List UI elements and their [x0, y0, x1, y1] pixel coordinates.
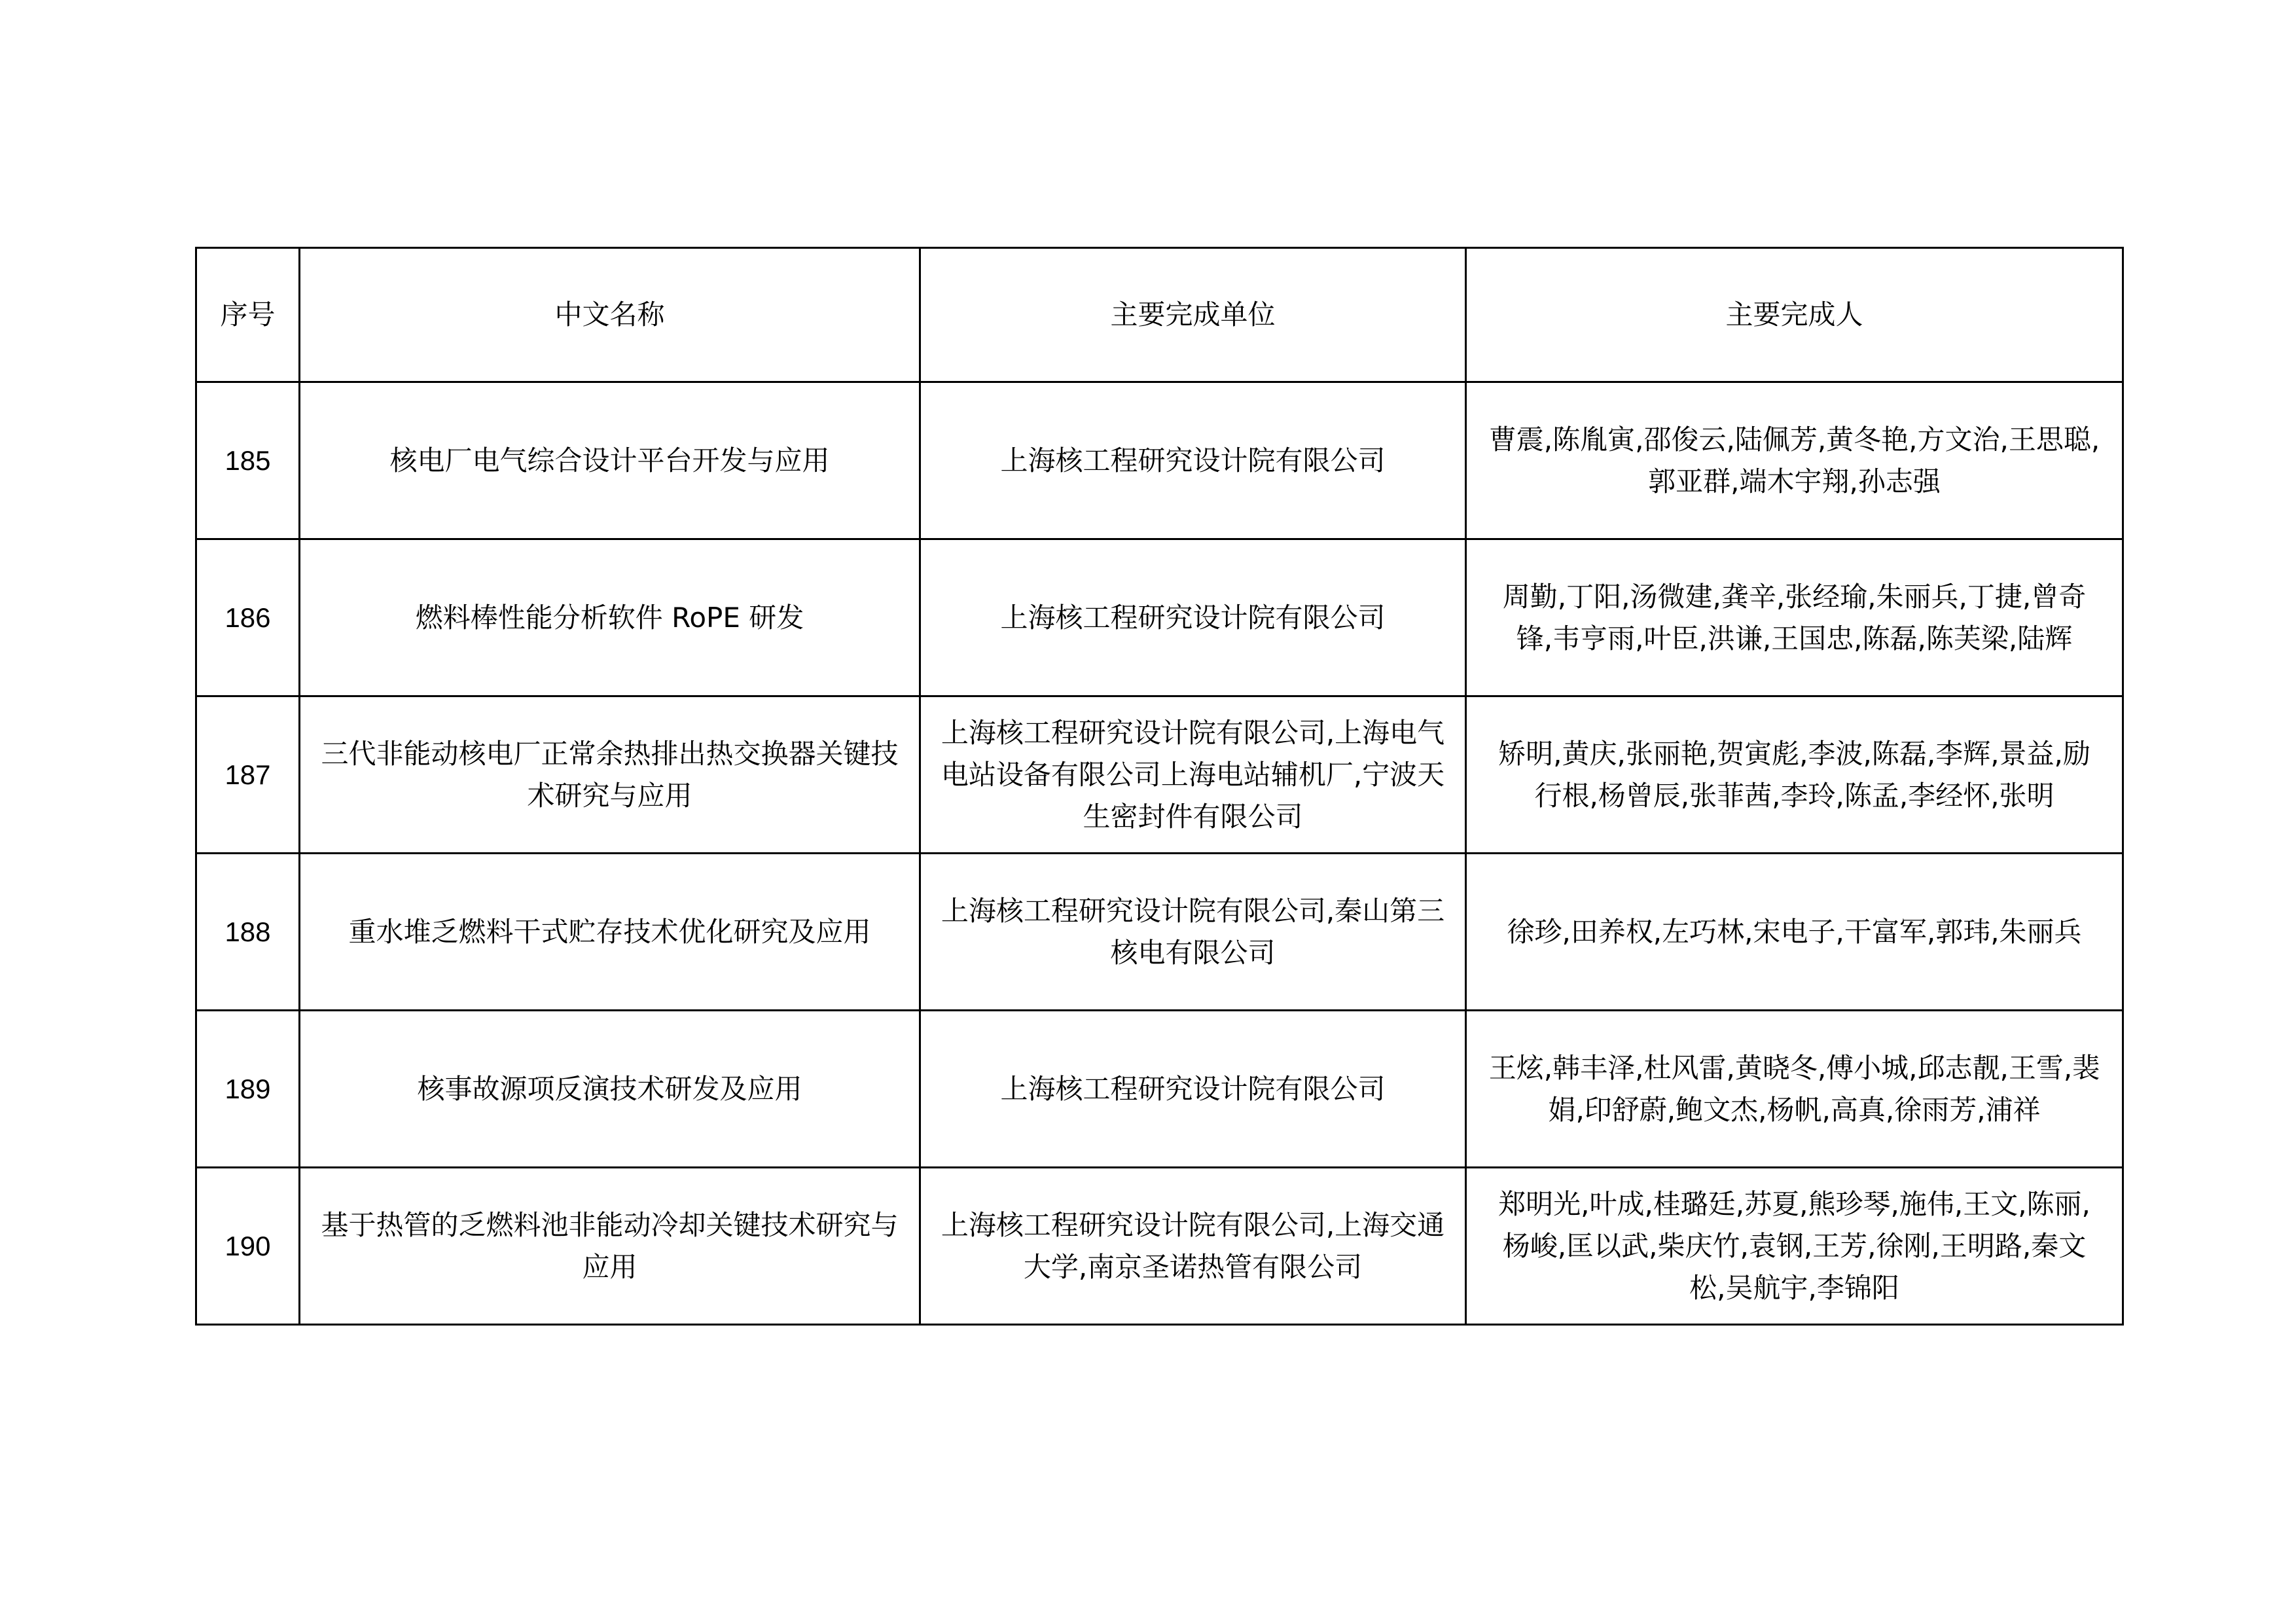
cell-main-unit: 上海核工程研究设计院有限公司 — [920, 1011, 1466, 1168]
cell-serial-number: 188 — [196, 854, 300, 1011]
cell-main-people: 矫明,黄庆,张丽艳,贺寅彪,李波,陈磊,李辉,景益,励行根,杨曾辰,张菲茜,李玲,陈孟,李经怀,张明 — [1466, 696, 2123, 854]
header-chinese-name: 中文名称 — [300, 248, 920, 382]
cell-serial-number: 185 — [196, 382, 300, 539]
cell-main-people: 郑明光,叶成,桂璐廷,苏夏,熊珍琴,施伟,王文,陈丽,杨峻,匡以武,柴庆竹,袁钢,王芳,徐刚,王明路,秦文松,吴航宇,李锦阳 — [1466, 1168, 2123, 1325]
cell-main-people: 曹震,陈胤寅,邵俊云,陆佩芳,黄冬艳,方文治,王思聪,郭亚群,端木宇翔,孙志强 — [1466, 382, 2123, 539]
cell-project-name: 核事故源项反演技术研发及应用 — [300, 1011, 920, 1168]
cell-project-name: 核电厂电气综合设计平台开发与应用 — [300, 382, 920, 539]
cell-main-people: 王炫,韩丰泽,杜风雷,黄晓冬,傅小城,邱志靓,王雪,裴娟,印舒蔚,鲍文杰,杨帆,高真,徐雨芳,浦祥 — [1466, 1011, 2123, 1168]
cell-main-unit: 上海核工程研究设计院有限公司 — [920, 382, 1466, 539]
table-row — [196, 1011, 2123, 1168]
cell-project-name: 重水堆乏燃料干式贮存技术优化研究及应用 — [300, 854, 920, 1011]
cell-main-unit: 上海核工程研究设计院有限公司 — [920, 539, 1466, 696]
cell-project-name: 基于热管的乏燃料池非能动冷却关键技术研究与应用 — [300, 1168, 920, 1325]
cell-serial-number: 186 — [196, 539, 300, 696]
cell-serial-number: 190 — [196, 1168, 300, 1325]
cell-project-name: 三代非能动核电厂正常余热排出热交换器关键技术研究与应用 — [300, 696, 920, 854]
awards-table — [195, 247, 2124, 1326]
cell-project-name: 燃料棒性能分析软件 RoPE 研发 — [300, 539, 920, 696]
table-row — [196, 854, 2123, 1011]
table-header-row — [196, 248, 2123, 382]
cell-main-people: 周勤,丁阳,汤微建,龚辛,张经瑜,朱丽兵,丁捷,曾奇锋,韦亨雨,叶臣,洪谦,王国忠,陈磊,陈芙梁,陆辉 — [1466, 539, 2123, 696]
cell-main-unit: 上海核工程研究设计院有限公司,上海交通大学,南京圣诺热管有限公司 — [920, 1168, 1466, 1325]
table-row — [196, 1168, 2123, 1325]
cell-serial-number: 189 — [196, 1011, 300, 1168]
table-row — [196, 539, 2123, 696]
cell-main-unit: 上海核工程研究设计院有限公司,秦山第三核电有限公司 — [920, 854, 1466, 1011]
table-row — [196, 382, 2123, 539]
cell-main-people: 徐珍,田养权,左巧林,宋电子,干富军,郭玮,朱丽兵 — [1466, 854, 2123, 1011]
header-main-people: 主要完成人 — [1466, 248, 2123, 382]
cell-serial-number: 187 — [196, 696, 300, 854]
header-main-unit: 主要完成单位 — [920, 248, 1466, 382]
table-row — [196, 696, 2123, 854]
cell-main-unit: 上海核工程研究设计院有限公司,上海电气电站设备有限公司上海电站辅机厂,宁波天生密封件有限公司 — [920, 696, 1466, 854]
header-serial-number: 序号 — [196, 248, 300, 382]
